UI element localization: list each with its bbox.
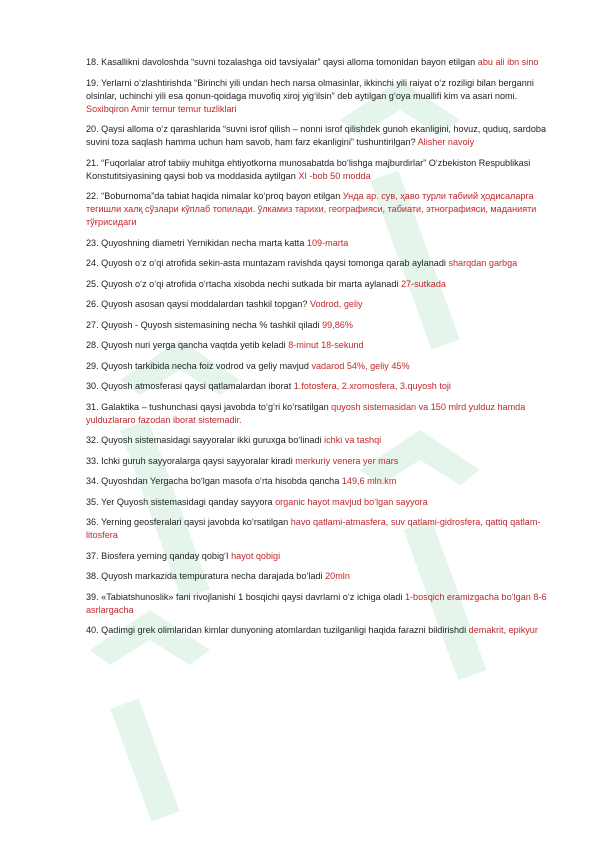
question-28: 28. Quyosh nuri yerga qancha vaqtda yetib keladi 8-minut 18-sekund: [86, 340, 364, 350]
question-39: 39. «Tabiatshunoslik» fani rivojlanishi 1 bosqichi qaysi davrlarni o‘z ichiga oladi 1-bosqich eramizgacha bo‘lgan 8-6 asrlargacha: [86, 591, 547, 615]
answer: XI -bob 50 modda: [298, 170, 371, 181]
question-34: 34. Quyoshdan Yergacha bo‘lgan masofa o‘rta hisobda qancha 149,6 mln.km: [86, 476, 397, 486]
answer: quyosh sistemasidan va 150 mlrd yulduz hamda yulduzlararo fazodan iborat sistemadir.: [86, 401, 526, 425]
answer: Soxibqiron Amir temur temur tuzliklari: [86, 103, 237, 114]
question-40: 40. Qadimgi grek olimlaridan kimlar dunyoning atomlardan tuzilganligi haqida farazni bildirishdi demakrit, epikyur: [86, 625, 538, 635]
answer: merkuriy venera yer mars: [295, 455, 399, 466]
answer: hayot qobigi: [231, 550, 281, 561]
answer: 8-minut 18-sekund: [288, 340, 364, 350]
answer: 99,86%: [322, 319, 353, 330]
answer: 1-bosqich eramizgacha bo‘lgan 8-6 asrlargacha: [86, 591, 547, 615]
question-35: 35. Yer Quyosh sistemasidagi qanday sayyora organic hayot mavjud bo‘lgan sayyora: [86, 496, 428, 507]
answer: Alisher navoiy: [417, 137, 475, 147]
question-26: 26. Quyosh asosan qaysi moddalardan tashkil topgan? Vodrod, geliy: [86, 299, 363, 309]
question-25: 25. Quyosh o‘z o‘qi atrofida o‘rtacha xisobda nechi sutkada bir marta aylanadi 27-sutkada: [86, 278, 446, 289]
question-33: 33. Ichki guruh sayyoralarga qaysi sayyoralar kiradi merkuriy venera yer mars: [86, 455, 399, 466]
answer: demakrit, epikyur: [468, 625, 538, 635]
answer: sharqdan garbga: [448, 258, 518, 268]
question-32: 32. Quyosh sistemasidagi sayyoralar ikki guruxga bo‘linadi ichki va tashqi: [86, 435, 382, 445]
question-23: 23. Quyoshning diametri Yernikidan necha marta katta 109-marta: [86, 237, 349, 248]
answer: ichki va tashqi: [324, 435, 382, 445]
answer: 1.fotosfera, 2.xromosfera, 3.quyosh toji: [293, 381, 451, 391]
question-20: 20. Qaysi alloma o‘z qarashlarida “suvni isrof qilish – nonni isrof qilishdek gunoh ekanligini, hovuz, quduq, sardoba suvini toza saqlash hamma uchun ham savob, ham farz ekanligini” tushuntirilgan? Alisher navoiy: [86, 124, 547, 147]
question-30: 30. Quyosh atmosferasi qaysi qatlamalardan iborat 1.fotosfera, 2.xromosfera, 3.quyosh toji: [86, 381, 451, 391]
question-37: 37. Biosfera yerning qanday qobig‘I hayot qobigi: [86, 550, 281, 561]
question-19: 19. Yerlarni o‘zlashtirishda “Birinchi yili undan hech narsa olmasinlar, ikkinchi yili raiyat o‘z roziligi bilan berganni olsinlar, uchinchi yili esa qonun-qoidaga muvofiq xiroj yig‘ilsin” deb aytilgan g‘oya muallifi kim va asari nomi. Soxibqiron Amir temur temur tuzliklari: [86, 77, 534, 114]
question-22: 22. “Boburnoma”da tabiat haqida nimalar ko‘proq bayon etilgan Унда ар. сув, ҳаво турли табиий ҳодисаларга тегишли халқ сўзлари кўплаб топилади. ўлкамиз тарихи, географияси, табиати, этнографияси, маданияти тўғрисидаги: [86, 191, 537, 227]
answer: Унда ар. сув, ҳаво турли табиий ҳодисаларга тегишли халқ сўзлари кўплаб топилади. ўлкамиз тарихи, географияси, табиати, этнографияси, маданияти тўғрисидаги: [86, 191, 537, 227]
question-29: 29. Quyosh tarkibida necha foiz vodrod va geliy mavjud vadarod 54%, geliy 45%: [86, 360, 410, 371]
question-27: 27. Quyosh - Quyosh sistemasining necha % tashkil qiladi 99,86%: [86, 319, 353, 330]
answer: organic hayot mavjud bo‘lgan sayyora: [275, 496, 428, 507]
answer: 20mln: [325, 571, 350, 581]
answer: abu ali ibn sino: [477, 57, 539, 67]
question-list: [86, 56, 550, 645]
question-24: 24. Quyosh o‘z o‘qi atrofida sekin-asta muntazam ravishda qaysi tomonga qarab aylanadi sharqdan garbga: [86, 258, 518, 268]
question-18: 18. Kasallikni davoloshda “suvni tozalashga oid tavsiyalar” qaysi alloma tomonidan bayon etilgan abu ali ibn sino: [86, 57, 539, 67]
question-38: 38. Quyosh markazida tempuratura necha darajada bo‘ladi 20mln: [86, 571, 350, 581]
answer: Vodrod, geliy: [309, 299, 363, 309]
answer: havo qatlami-atmasfera, suv qatlami-gidrosfera, qattiq qatlam-litosfera: [86, 517, 541, 540]
answer: vadarod 54%, geliy 45%: [311, 360, 410, 371]
answer: 149,6 mln.km: [341, 476, 397, 486]
answer: 27-sutkada: [400, 278, 446, 289]
question-21: 21. “Fuqorlalar atrof tabiiy muhitga ehtiyotkorna munosabatda bo‘lishga majburdirlar” O‘zbekiston Respublikasi Konstutitsiyasining qaysi bob va moddasida aytilgan XI -bob 50 modda: [86, 157, 531, 181]
question-36: 36. Yerning geosferalari qaysi javobda ko‘rsatilgan havo qatlami-atmasfera, suv qatlami-gidrosfera, qattiq qatlam-litosfera: [86, 517, 541, 540]
answer: 109-marta: [306, 237, 349, 248]
question-31: 31. Galaktika – tushunchasi qaysi javobda to‘g‘ri ko‘rsatilgan quyosh sistemasidan va 150 mlrd yulduz hamda yulduzlararo fazodan iborat sistemadir.: [86, 401, 526, 425]
